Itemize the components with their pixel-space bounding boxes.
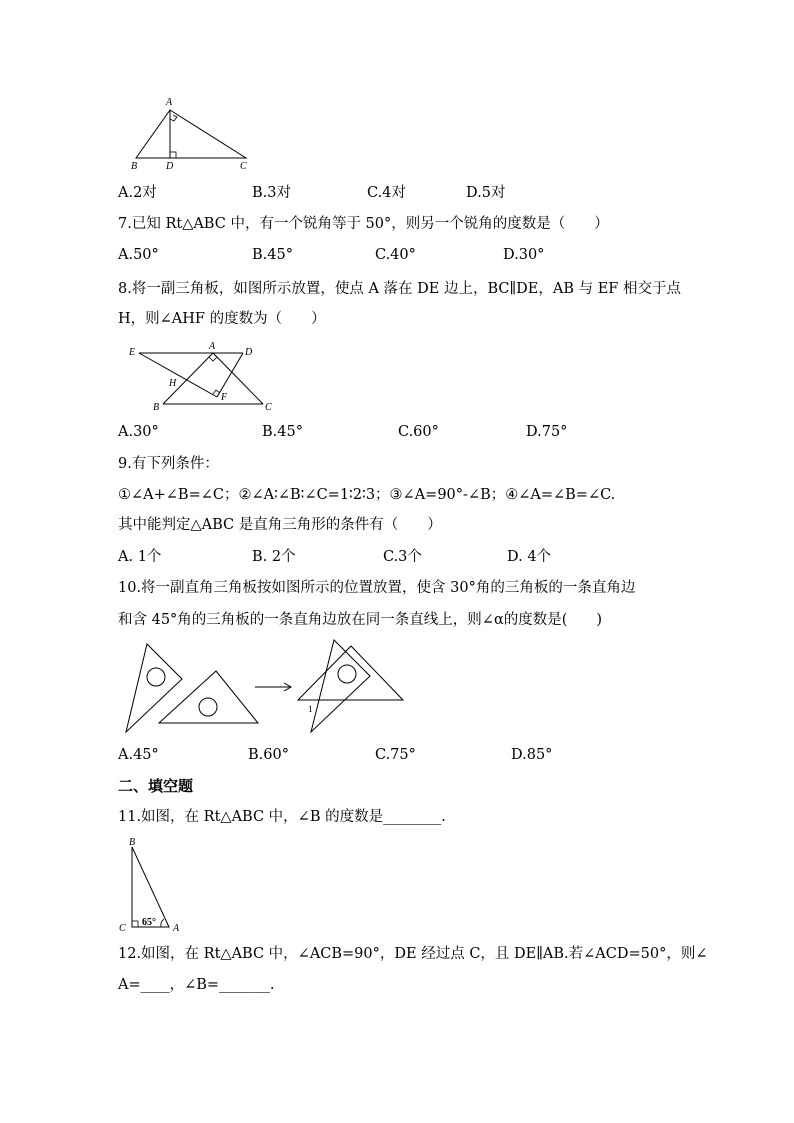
- q10-combined-30: [311, 640, 370, 732]
- q10-triangle-30: [126, 644, 182, 732]
- q10-combined-hole: [338, 665, 356, 683]
- q10-option-c: C.75°: [375, 747, 416, 763]
- q6-right-angle-a: [170, 115, 177, 121]
- q9-option-d: D. 4个: [507, 549, 552, 565]
- q7-option-b: B.45°: [252, 247, 293, 263]
- q8-option-b: B.45°: [262, 424, 303, 440]
- q6-right-angle-d: [170, 152, 176, 158]
- q10-option-d: D.85°: [511, 747, 553, 763]
- q9-option-a: A. 1个: [118, 549, 162, 565]
- q9-stem: 9.有下列条件：: [118, 456, 219, 472]
- q8-label-f: F: [221, 392, 228, 403]
- q9-question: 其中能判定△ABC 是直角三角形的条件有（ ）: [118, 517, 442, 533]
- q10-hole-30: [147, 668, 165, 686]
- q8-figure: [125, 340, 285, 415]
- q8-stem-line1: 8.将一副三角板，如图所示放置，使点 A 落在 DE 边上，BC∥DE，AB 与 EF 相交于点: [118, 281, 681, 297]
- q6-triangle: [136, 110, 246, 158]
- q6-label-d: D: [166, 161, 174, 172]
- q11-right-angle: [132, 921, 138, 927]
- q10-hole-45: [199, 698, 217, 716]
- q11-angle-arc: [161, 919, 164, 927]
- q6-label-c: C: [240, 161, 247, 172]
- q8-label-a: A: [209, 341, 216, 352]
- q10-stem-line2: 和含 45°角的三角板的一条直角边放在同一条直线上，则∠α的度数是( ): [118, 612, 603, 628]
- q11-triangle: [132, 847, 169, 927]
- q11-figure: [116, 834, 191, 934]
- q6-option-d: D.5对: [466, 185, 506, 201]
- q6-option-a: A.2对: [118, 185, 157, 201]
- q8-label-d: D: [245, 347, 253, 358]
- q6-label-b: B: [131, 161, 138, 172]
- q11-stem: 11.如图，在 Rt△ABC 中，∠B 的度数是________.: [118, 809, 446, 825]
- q8-label-b: B: [153, 402, 160, 413]
- q10-figure: [118, 636, 418, 741]
- q8-option-c: C.60°: [398, 424, 439, 440]
- q7-option-a: A.50°: [118, 247, 159, 263]
- q6-label-a: A: [166, 97, 173, 108]
- q10-option-a: A.45°: [118, 747, 159, 763]
- q10-triangle-45: [159, 671, 258, 723]
- q7-stem: 7.已知 Rt△ABC 中，有一个锐角等于 50°，则另一个锐角的度数是（ ）: [118, 216, 609, 232]
- q9-option-c: C.3个: [383, 549, 422, 565]
- q8-option-a: A.30°: [118, 424, 159, 440]
- q8-line-ef: [139, 353, 217, 397]
- q9-conditions: ①∠A+∠B=∠C；②∠A∶∠B∶∠C=1∶2∶3；③∠A=90°-∠B；④∠A=∠B=∠C.: [118, 487, 616, 503]
- q7-option-c: C.40°: [375, 247, 416, 263]
- q8-option-d: D.75°: [526, 424, 568, 440]
- q8-label-c: C: [265, 402, 272, 413]
- q8-stem-line2: H，则∠AHF 的度数为（ ）: [118, 311, 326, 327]
- q6-figure: [128, 94, 258, 174]
- q10-option-b: B.60°: [248, 747, 289, 763]
- q10-stem-line1: 10.将一副直角三角板按如图所示的位置放置，使含 30°角的三角板的一条直角边: [118, 580, 636, 596]
- q11-label-a: A: [173, 923, 180, 934]
- q8-line-fd: [217, 353, 243, 397]
- q6-option-b: B.3对: [252, 185, 291, 201]
- q12-stem-line2: A=____，∠B=_______.: [118, 977, 275, 993]
- q11-angle-value: 65°: [142, 917, 156, 928]
- q8-label-h: H: [169, 378, 177, 389]
- section-fill-in-title: 二、填空题: [118, 777, 194, 795]
- q10-angle-label: 1: [308, 704, 313, 714]
- q8-right-angle-a: [209, 357, 217, 361]
- q6-option-c: C.4对: [367, 185, 406, 201]
- q11-label-c: C: [119, 923, 126, 934]
- q11-label-b: B: [129, 837, 136, 848]
- q9-option-b: B. 2个: [252, 549, 296, 565]
- q12-stem-line1: 12.如图，在 Rt△ABC 中，∠ACB=90°，DE 经过点 C，且 DE∥AB.若∠ACD=50°，则∠: [118, 946, 708, 962]
- q7-option-d: D.30°: [503, 247, 545, 263]
- q8-label-e: E: [129, 347, 136, 358]
- q10-combined-45: [298, 646, 403, 700]
